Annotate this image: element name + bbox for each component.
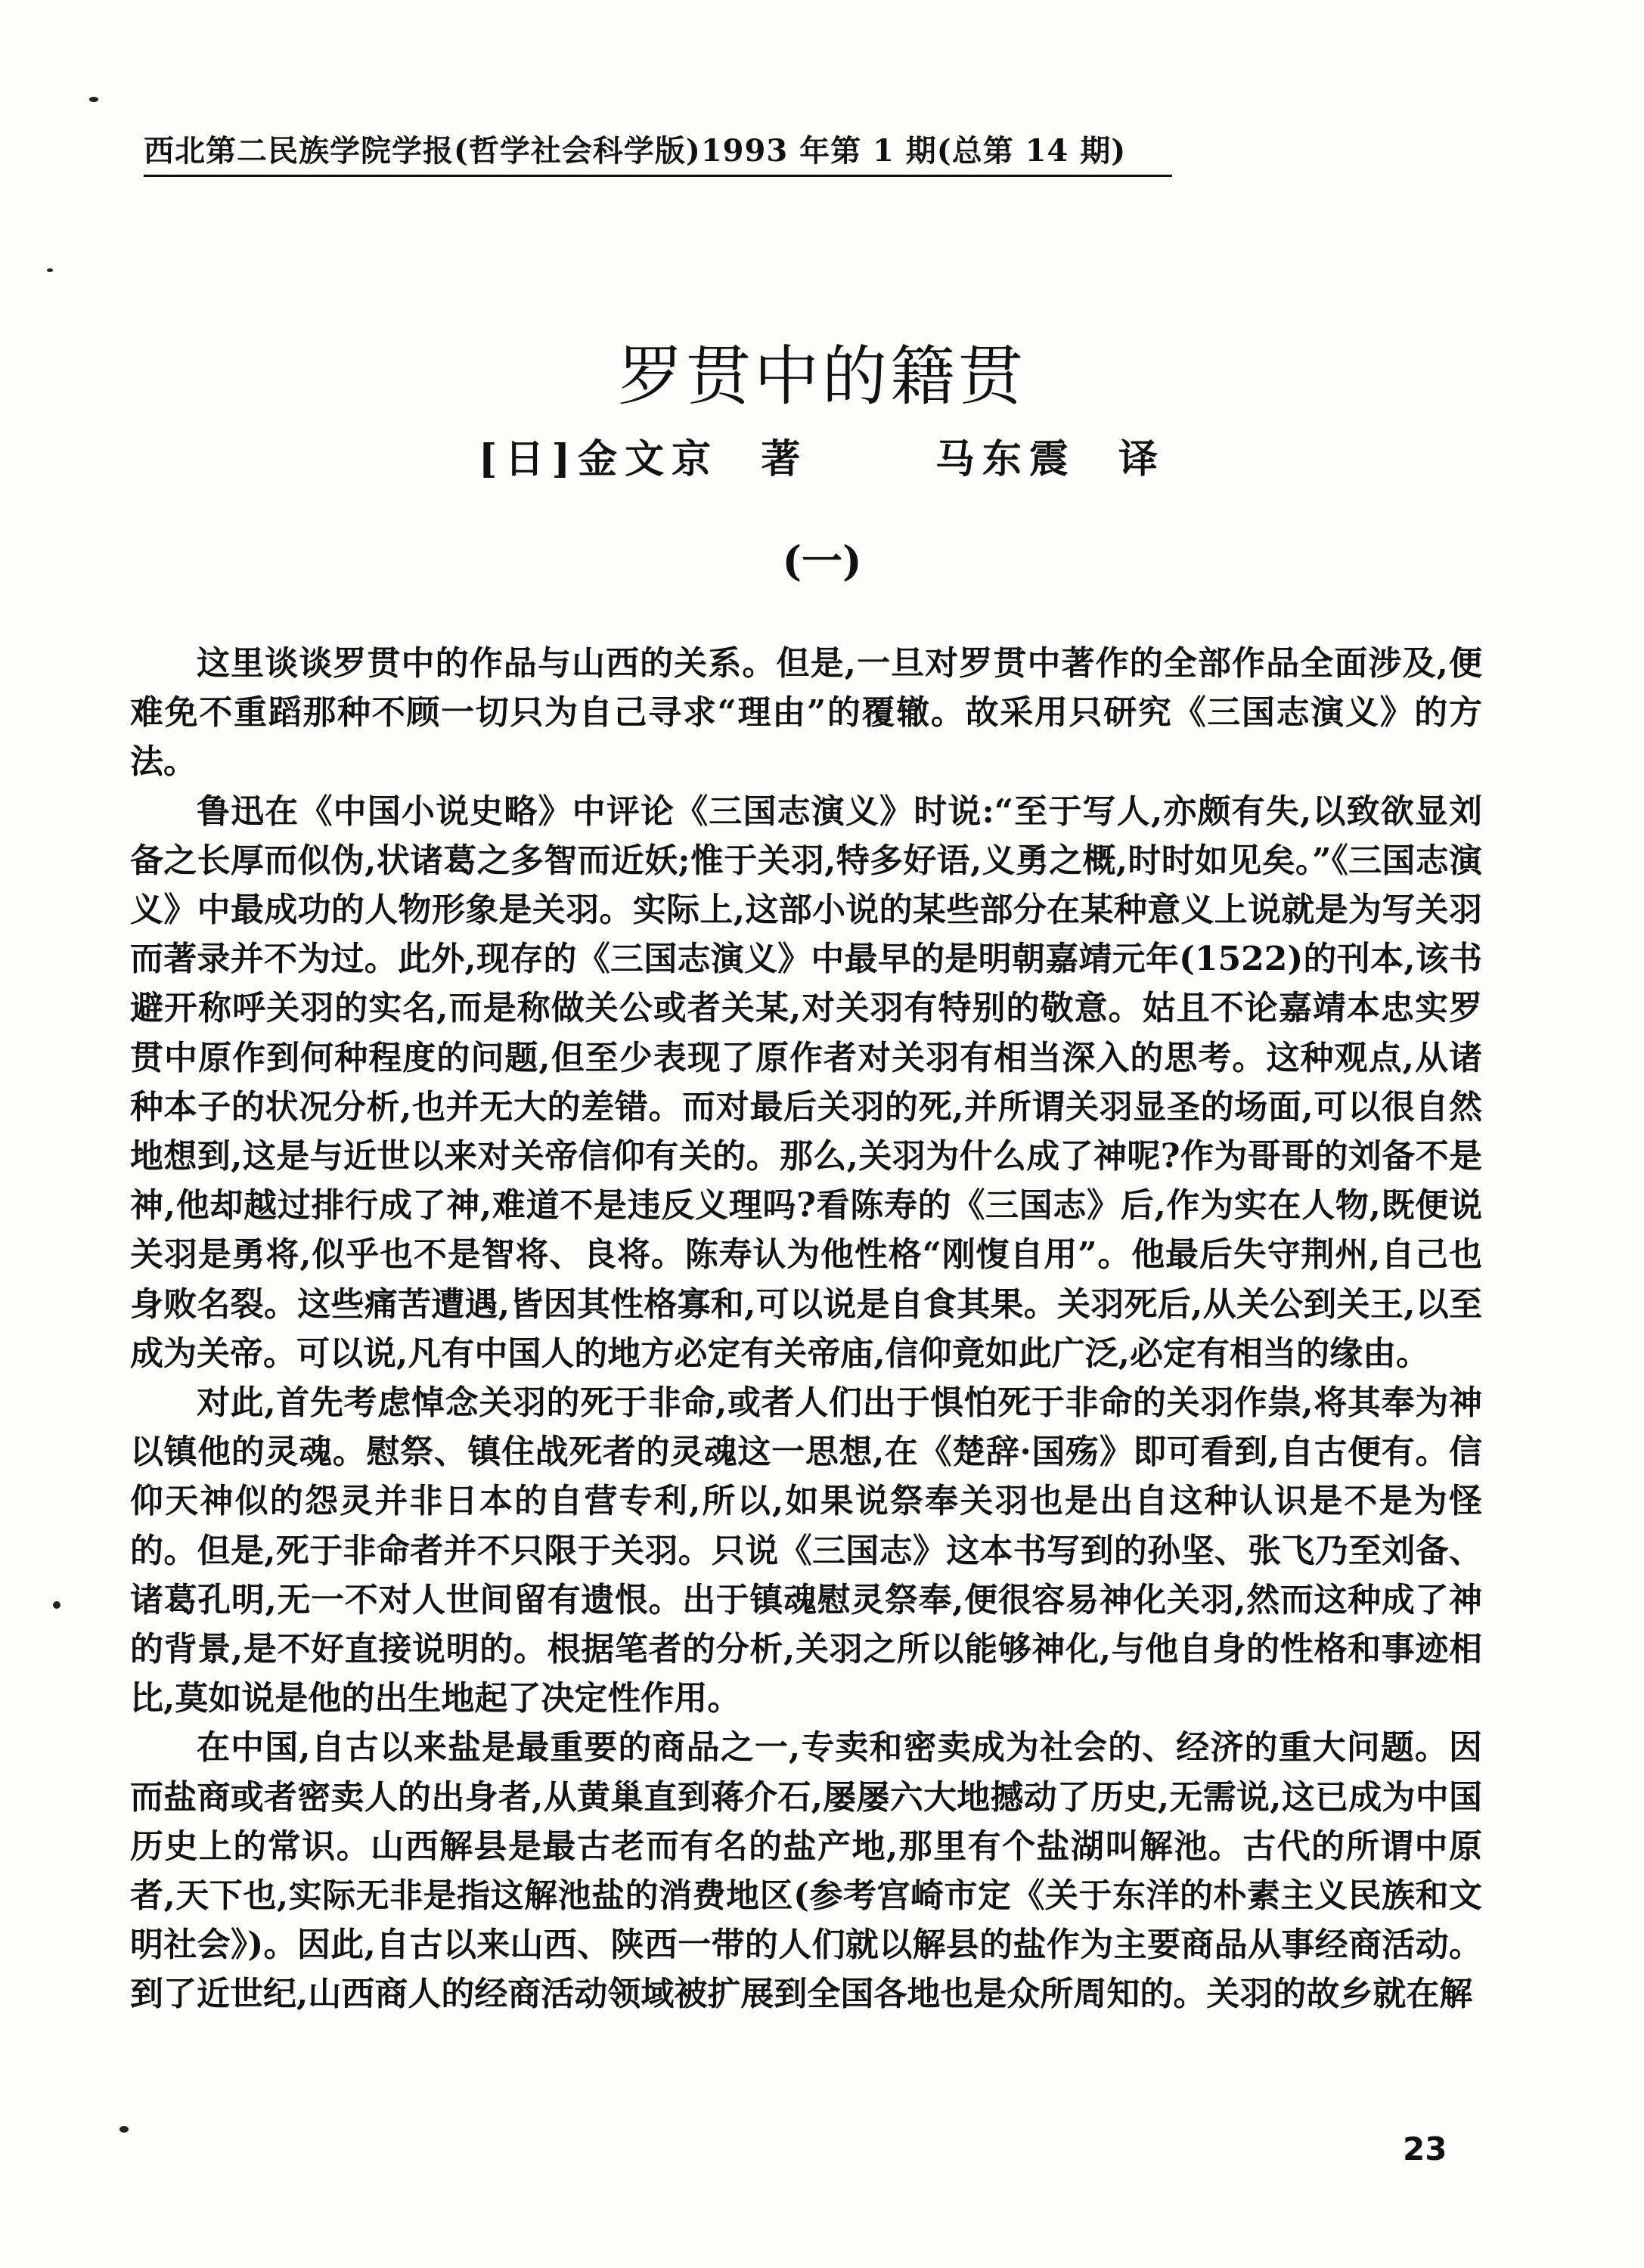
paragraph: 这里谈谈罗贯中的作品与山西的关系。但是,一旦对罗贯中著作的全部作品全面涉及,便难免不重蹈那种不顾一切只为自己寻求“理由”的覆辙。故采用只研究《三国志演义》的方法。 (130, 644, 1482, 782)
paragraph: 对此,首先考虑悼念关羽的死于非命,或者人们出于惧怕死于非命的关羽作祟,将其奉为神以镇他的灵魂。慰祭、镇住战死者的灵魂这一思想,在《楚辞·国殇》即可看到,自古便有。信仰天神似的怨灵并非日本的自营专利,所以,如果说祭奉关羽也是出自这种认识是不是为怪的。但是,死于非命者并不只限于关羽。只说《三国志》这本书写到的孙坚、张飞乃至刘备、诸葛孔明,无一不对人世间留有遗恨。出于镇魂慰灵祭奉,便很容易神化关羽,然而这种成了神的背景,是不好直接说明的。根据笔者的分析,关羽之所以能够神化,与他自身的性格和事迹相比,莫如说是他的出生地起了决定性作用。 (130, 1383, 1482, 1718)
scan-speck (47, 268, 53, 272)
page-title: 罗贯中的籍贯 (618, 338, 1026, 414)
article-body (130, 639, 1482, 2019)
scan-speck (89, 97, 98, 102)
scan-speck (53, 1601, 60, 1609)
page-number: 23 (1403, 2130, 1447, 2167)
paragraph: 鲁迅在《中国小说史略》中评论《三国志演义》时说:“至于写人,亦颇有失,以致欲显刘备之长厚而似伪,状诸葛之多智而近妖;惟于关羽,特多好语,义勇之概,时时如见矣。”《三国志演义》中最成功的人物形象是关羽。实际上,这部小说的某些部分在某种意义上说就是为写关羽而著录并不为过。此外,现存的《三国志演义》中最早的是明朝嘉靖元年(1522)的刊本,该书避开称呼关羽的实名,而是称做关公或者关某,对关羽有特别的敬意。姑且不论嘉靖本忠实罗贯中原作到何种程度的问题,但至少表现了原作者对关羽有相当深入的思考。这种观点,从诸种本子的状况分析,也并无大的差错。而对最后关羽的死,并所谓关羽显圣的场面,可以很自然地想到,这是与近世以来对关帝信仰有关的。那么,关羽为什么成了神呢?作为哥哥的刘备不是神,他却越过排行成了神,难道不是违反义理吗?看陈寿的《三国志》后,作为实在人物,既便说关羽是勇将,似乎也不是智将、良将。陈寿认为他性格“刚愎自用”。他最后失守荆州,自己也身败名裂。这些痛苦遭遇,皆因其性格寡和,可以说是自食其果。关羽死后,从关公到关王,以至成为关帝。可以说,凡有中国人的地方必定有关帝庙,信仰竟如此广泛,必定有相当的缘由。 (130, 792, 1482, 1373)
section-number: (一) (782, 537, 862, 585)
journal-header: 西北第二民族学院学报(哲学社会科学版)1993 年第 1 期(总第 14 期) (144, 127, 1172, 177)
scan-speck (119, 2126, 129, 2133)
paragraph: 在中国,自古以来盐是最重要的商品之一,专卖和密卖成为社会的、经济的重大问题。因而盐商或者密卖人的出身者,从黄巢直到蒋介石,屡屡六大地撼动了历史,无需说,这已成为中国历史上的常识。山西解县是最古老而有名的盐产地,那里有个盐湖叫解池。古代的所谓中原者,天下也,实际无非是指这解池盐的消费地区(参考宫崎市定《关于东洋的朴素主义民族和文明社会》)。因此,自古以来山西、陕西一带的人们就以解县的盐作为主要商品从事经商活动。到了近世纪,山西商人的经商活动领域被扩展到全国各地也是众所周知的。关羽的故乡就在解 (130, 1728, 1482, 2014)
author-line: [日]金文京 著 马东震 译 (478, 436, 1166, 482)
